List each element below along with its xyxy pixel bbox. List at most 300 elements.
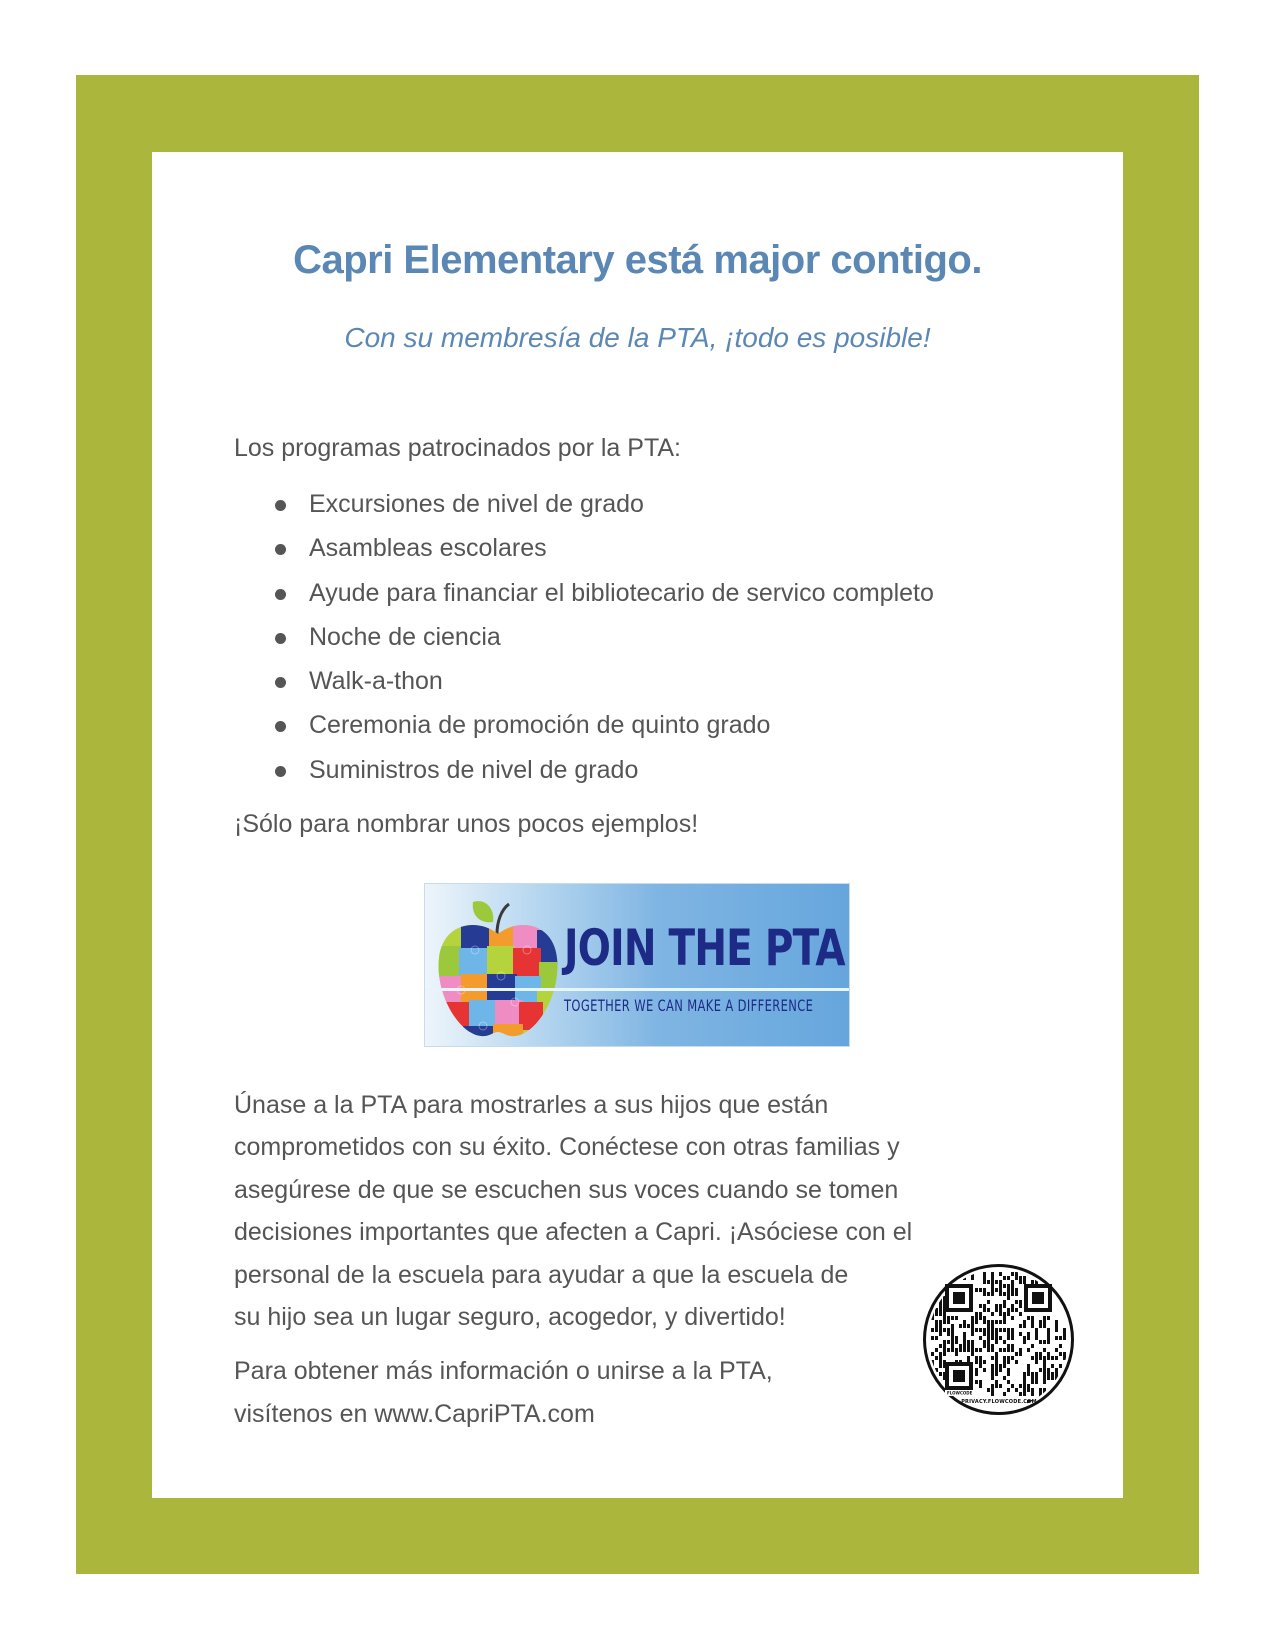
qr-module <box>1043 1368 1046 1372</box>
qr-module <box>991 1384 994 1388</box>
qr-module <box>939 1372 942 1376</box>
qr-module <box>999 1320 1002 1324</box>
qr-module <box>943 1348 946 1352</box>
list-item <box>234 489 934 533</box>
qr-module <box>935 1284 938 1288</box>
qr-module <box>1011 1348 1014 1352</box>
qr-module <box>967 1356 970 1360</box>
qr-module <box>1023 1336 1026 1340</box>
qr-module <box>971 1276 974 1280</box>
qr-module <box>1043 1348 1046 1352</box>
qr-module <box>975 1320 978 1324</box>
qr-module <box>931 1336 934 1340</box>
qr-module <box>1063 1332 1066 1336</box>
qr-module <box>939 1328 942 1332</box>
qr-module <box>987 1344 990 1348</box>
qr-module <box>1051 1364 1054 1368</box>
qr-module <box>1007 1332 1010 1336</box>
programs-intro: Los programas patrocinados por la PTA: <box>234 434 681 462</box>
qr-module <box>1055 1272 1058 1276</box>
qr-module <box>995 1352 998 1356</box>
qr-module <box>963 1340 966 1344</box>
qr-module <box>995 1340 998 1344</box>
qr-module <box>995 1304 998 1308</box>
qr-module <box>995 1332 998 1336</box>
qr-module <box>995 1288 998 1292</box>
qr-module <box>1003 1340 1006 1344</box>
qr-module <box>1063 1336 1066 1340</box>
qr-module <box>979 1312 982 1316</box>
qr-module <box>1011 1344 1014 1348</box>
bullet-icon <box>275 500 286 511</box>
qr-module <box>963 1348 966 1352</box>
qr-module <box>1043 1360 1046 1364</box>
qr-module <box>1059 1288 1062 1292</box>
qr-module <box>975 1312 978 1316</box>
qr-module <box>983 1280 986 1284</box>
qr-module <box>1031 1324 1034 1328</box>
qr-module <box>1039 1272 1042 1276</box>
qr-module <box>987 1280 990 1284</box>
qr-module <box>991 1272 994 1276</box>
qr-module <box>975 1356 978 1360</box>
qr-module <box>991 1292 994 1296</box>
qr-module <box>947 1272 950 1276</box>
qr-module <box>979 1380 982 1384</box>
qr-module <box>1047 1352 1050 1356</box>
qr-module <box>1063 1392 1066 1396</box>
qr-module <box>947 1332 950 1336</box>
qr-module <box>1051 1396 1054 1400</box>
qr-module <box>999 1292 1002 1296</box>
qr-module <box>935 1336 938 1340</box>
qr-module <box>1039 1352 1042 1356</box>
paragraph-line: personal de la escuela para ayudar a que la escuela de <box>234 1260 849 1289</box>
qr-module <box>1023 1376 1026 1380</box>
qr-module <box>1035 1328 1038 1332</box>
qr-module <box>963 1324 966 1328</box>
qr-module <box>939 1392 942 1396</box>
qr-module <box>1003 1392 1006 1396</box>
qr-module <box>1007 1360 1010 1364</box>
qr-module <box>1035 1332 1038 1336</box>
qr-module <box>963 1344 966 1348</box>
qr-module <box>1011 1304 1014 1308</box>
page-title: Capri Elementary está major contigo. <box>293 238 982 282</box>
qr-module <box>979 1288 982 1292</box>
qr-module <box>979 1328 982 1332</box>
qr-module <box>1007 1372 1010 1376</box>
qr-module <box>939 1284 942 1288</box>
qr-module <box>1035 1380 1038 1384</box>
qr-module <box>1011 1280 1014 1284</box>
qr-module <box>1051 1356 1054 1360</box>
qr-module <box>1059 1364 1062 1368</box>
qr-module <box>987 1332 990 1336</box>
qr-module <box>1059 1336 1062 1340</box>
qr-module <box>939 1332 942 1336</box>
qr-module <box>971 1340 974 1344</box>
qr-module <box>975 1380 978 1384</box>
qr-module <box>1047 1332 1050 1336</box>
qr-module <box>939 1364 942 1368</box>
qr-module <box>939 1344 942 1348</box>
list-item <box>234 578 934 622</box>
qr-module <box>1003 1356 1006 1360</box>
qr-module <box>967 1324 970 1328</box>
qr-module <box>1039 1404 1042 1408</box>
qr-module <box>939 1312 942 1316</box>
qr-module <box>991 1276 994 1280</box>
qr-module <box>971 1344 974 1348</box>
qr-module <box>983 1344 986 1348</box>
qr-module <box>991 1368 994 1372</box>
qr-module <box>983 1340 986 1344</box>
qr-module <box>1047 1316 1050 1320</box>
qr-module <box>939 1320 942 1324</box>
qr-module <box>1003 1364 1006 1368</box>
qr-module <box>1035 1376 1038 1380</box>
qr-module <box>1023 1320 1026 1324</box>
qr-module <box>991 1324 994 1328</box>
qr-module <box>1011 1292 1014 1296</box>
qr-module <box>1043 1364 1046 1368</box>
qr-module <box>931 1384 934 1388</box>
qr-module <box>1055 1396 1058 1400</box>
qr-module <box>1039 1368 1042 1372</box>
qr-module <box>999 1368 1002 1372</box>
qr-module <box>1059 1280 1062 1284</box>
programs-list <box>234 489 934 799</box>
join-pta-banner <box>424 883 850 1047</box>
qr-module <box>939 1356 942 1360</box>
qr-module <box>971 1348 974 1352</box>
qr-module <box>963 1320 966 1324</box>
qr-module <box>1007 1380 1010 1384</box>
qr-module <box>987 1340 990 1344</box>
page-subtitle: Con su membresía de la PTA, ¡todo es posible! <box>344 322 931 353</box>
qr-module <box>995 1336 998 1340</box>
qr-module <box>1055 1372 1058 1376</box>
bullet-icon <box>275 589 286 600</box>
qr-module <box>935 1404 938 1408</box>
qr-module <box>1019 1352 1022 1356</box>
qr-module <box>1027 1316 1030 1320</box>
qr-module <box>1015 1292 1018 1296</box>
qr-module <box>1007 1368 1010 1372</box>
list-item <box>234 533 934 577</box>
qr-module <box>947 1340 950 1344</box>
list-item <box>234 666 934 710</box>
qr-module <box>1039 1324 1042 1328</box>
qr-module <box>1015 1288 1018 1292</box>
qr-module <box>1027 1372 1030 1376</box>
qr-module <box>943 1328 946 1332</box>
qr-module <box>1039 1388 1042 1392</box>
qr-module <box>975 1328 978 1332</box>
qr-module <box>947 1316 950 1320</box>
qr-module <box>999 1308 1002 1312</box>
qr-module <box>943 1344 946 1348</box>
qr-module <box>975 1348 978 1352</box>
qr-module <box>975 1368 978 1372</box>
qr-module <box>1011 1328 1014 1332</box>
qr-module <box>955 1352 958 1356</box>
banner-divider <box>425 988 849 991</box>
qr-module <box>943 1352 946 1356</box>
qr-module <box>1003 1328 1006 1332</box>
qr-module <box>1031 1344 1034 1348</box>
qr-module <box>1011 1284 1014 1288</box>
qr-module <box>1019 1280 1022 1284</box>
qr-module <box>951 1348 954 1352</box>
qr-module <box>1011 1272 1014 1276</box>
qr-module <box>1003 1376 1006 1380</box>
qr-module <box>1003 1300 1006 1304</box>
qr-module <box>1007 1344 1010 1348</box>
qr-module <box>1019 1332 1022 1336</box>
qr-module <box>995 1328 998 1332</box>
qr-module <box>951 1328 954 1332</box>
qr-module <box>939 1272 942 1276</box>
paragraph-line: comprometidos con su éxito. Conéctese con otras familias y <box>234 1133 900 1162</box>
qr-module <box>1031 1320 1034 1324</box>
list-item <box>234 710 934 754</box>
qr-module <box>971 1316 974 1320</box>
qr-module <box>931 1280 934 1284</box>
qr-module <box>939 1304 942 1308</box>
qr-code-icon[interactable] <box>921 1262 1076 1417</box>
qr-module <box>967 1348 970 1352</box>
qr-module <box>951 1336 954 1340</box>
bullet-icon <box>275 544 286 555</box>
qr-module <box>943 1340 946 1344</box>
qr-module <box>1007 1312 1010 1316</box>
puzzle-apple-icon <box>433 896 563 1041</box>
qr-module <box>955 1340 958 1344</box>
qr-module <box>935 1356 938 1360</box>
qr-module <box>939 1360 942 1364</box>
qr-module <box>1031 1280 1034 1284</box>
list-item-text: Excursiones de nivel de grado <box>309 490 644 518</box>
qr-module <box>995 1364 998 1368</box>
qr-module <box>1003 1316 1006 1320</box>
qr-module <box>935 1312 938 1316</box>
qr-module <box>987 1300 990 1304</box>
qr-module <box>931 1328 934 1332</box>
qr-module <box>999 1328 1002 1332</box>
qr-logo-text: FLOWCODE <box>947 1390 973 1396</box>
qr-module <box>971 1352 974 1356</box>
qr-module <box>1027 1336 1030 1340</box>
qr-module <box>939 1396 942 1400</box>
qr-module <box>979 1360 982 1364</box>
qr-module <box>1007 1292 1010 1296</box>
qr-module <box>991 1288 994 1292</box>
qr-module <box>1003 1284 1006 1288</box>
qr-module <box>1027 1368 1030 1372</box>
qr-module <box>1055 1324 1058 1328</box>
qr-module <box>991 1392 994 1396</box>
qr-module <box>935 1384 938 1388</box>
qr-module <box>1015 1388 1018 1392</box>
qr-module <box>983 1332 986 1336</box>
qr-module <box>1019 1276 1022 1280</box>
qr-module <box>995 1368 998 1372</box>
qr-module <box>987 1292 990 1296</box>
qr-module <box>1007 1348 1010 1352</box>
qr-module <box>1011 1288 1014 1292</box>
qr-module <box>1027 1384 1030 1388</box>
qr-module <box>1019 1312 1022 1316</box>
qr-module <box>1047 1328 1050 1332</box>
qr-module <box>999 1288 1002 1292</box>
qr-module <box>1003 1312 1006 1316</box>
list-item-text: Asambleas escolares <box>309 534 547 563</box>
qr-module <box>1039 1356 1042 1360</box>
qr-module <box>983 1308 986 1312</box>
qr-module <box>1027 1388 1030 1392</box>
qr-module <box>1043 1320 1046 1324</box>
qr-module <box>935 1328 938 1332</box>
qr-module <box>1007 1388 1010 1392</box>
qr-module <box>991 1376 994 1380</box>
qr-module <box>1047 1404 1050 1408</box>
qr-module <box>939 1308 942 1312</box>
qr-module <box>1043 1324 1046 1328</box>
qr-module <box>1019 1384 1022 1388</box>
qr-module <box>943 1312 946 1316</box>
qr-module <box>1059 1272 1062 1276</box>
qr-module <box>931 1352 934 1356</box>
website-link-line[interactable]: visítenos en www.CapriPTA.com <box>234 1400 595 1428</box>
qr-module <box>1055 1328 1058 1332</box>
qr-module <box>1055 1348 1058 1352</box>
qr-module <box>947 1328 950 1332</box>
list-item <box>234 622 934 666</box>
qr-module <box>1031 1372 1034 1376</box>
more-info <box>234 1350 773 1436</box>
qr-module <box>1007 1356 1010 1360</box>
qr-module <box>991 1332 994 1336</box>
qr-module <box>979 1356 982 1360</box>
qr-module <box>1055 1336 1058 1340</box>
qr-module <box>995 1372 998 1376</box>
qr-module <box>999 1280 1002 1284</box>
bullet-icon <box>275 721 286 732</box>
qr-module <box>1043 1404 1046 1408</box>
qr-module <box>995 1380 998 1384</box>
qr-module <box>1043 1376 1046 1380</box>
qr-module <box>1023 1388 1026 1392</box>
qr-module <box>991 1280 994 1284</box>
qr-module <box>1023 1380 1026 1384</box>
qr-module <box>1019 1392 1022 1396</box>
qr-module <box>999 1336 1002 1340</box>
qr-privacy-text: PRIVACY.FLOWCODE.COM <box>961 1399 1037 1405</box>
qr-module <box>1023 1276 1026 1280</box>
qr-module <box>947 1348 950 1352</box>
qr-module <box>1003 1360 1006 1364</box>
qr-module <box>1047 1368 1050 1372</box>
qr-module <box>971 1320 974 1324</box>
qr-module <box>1011 1332 1014 1336</box>
more-info-line: Para obtener más información o unirse a la PTA, <box>234 1357 773 1385</box>
qr-module <box>1047 1376 1050 1380</box>
qr-module <box>1051 1276 1054 1280</box>
qr-module <box>1015 1272 1018 1276</box>
qr-module <box>931 1388 934 1392</box>
qr-module <box>1015 1308 1018 1312</box>
qr-module <box>991 1364 994 1368</box>
qr-module <box>1007 1296 1010 1300</box>
qr-module <box>1055 1320 1058 1324</box>
qr-module <box>991 1312 994 1316</box>
qr-module <box>975 1316 978 1320</box>
list-item-text: Ayude para financiar el bibliotecario de servico completo <box>309 578 934 607</box>
qr-module <box>971 1328 974 1332</box>
qr-module <box>943 1276 946 1280</box>
qr-module <box>1039 1340 1042 1344</box>
qr-module <box>983 1360 986 1364</box>
paragraph-line: Únase a la PTA para mostrarles a sus hijos que están <box>234 1091 829 1119</box>
qr-module <box>995 1356 998 1360</box>
qr-module <box>1019 1348 1022 1352</box>
qr-module <box>1043 1380 1046 1384</box>
bullet-icon <box>275 633 286 644</box>
qr-module <box>1015 1352 1018 1356</box>
paragraph-line: su hijo sea un lugar seguro, acogedor, y divertido! <box>234 1303 786 1332</box>
paragraph-line: decisiones importantes que afecten a Capri. ¡Asóciese con el <box>234 1218 913 1247</box>
qr-module <box>983 1288 986 1292</box>
banner-headline: JOIN THE PTA <box>564 919 845 977</box>
qr-module <box>1027 1364 1030 1368</box>
qr-module <box>1039 1320 1042 1324</box>
qr-module <box>979 1384 982 1388</box>
qr-module <box>1047 1356 1050 1360</box>
qr-module <box>999 1304 1002 1308</box>
banner-tagline: TOGETHER WE CAN MAKE A DIFFERENCE <box>564 996 814 1015</box>
list-item <box>234 755 934 799</box>
qr-module <box>951 1344 954 1348</box>
qr-module <box>1003 1276 1006 1280</box>
list-item-text: Suministros de nivel de grado <box>309 755 639 784</box>
qr-module <box>1059 1344 1062 1348</box>
list-item-text: Noche de ciencia <box>309 622 501 651</box>
qr-module <box>1007 1336 1010 1340</box>
list-item-text: Walk-a-thon <box>309 667 443 696</box>
qr-module <box>995 1360 998 1364</box>
qr-module <box>1063 1356 1066 1360</box>
qr-module <box>999 1384 1002 1388</box>
qr-module <box>1047 1340 1050 1344</box>
qr-module <box>991 1284 994 1288</box>
qr-module <box>967 1344 970 1348</box>
qr-module <box>999 1272 1002 1276</box>
qr-module <box>935 1276 938 1280</box>
qr-module <box>1003 1292 1006 1296</box>
qr-module <box>951 1316 954 1320</box>
qr-module <box>943 1320 946 1324</box>
qr-module <box>1023 1340 1026 1344</box>
qr-module <box>991 1344 994 1348</box>
qr-module <box>991 1388 994 1392</box>
qr-module <box>983 1292 986 1296</box>
qr-module <box>935 1324 938 1328</box>
qr-module <box>1023 1372 1026 1376</box>
qr-module <box>1059 1284 1062 1288</box>
qr-module <box>991 1336 994 1340</box>
